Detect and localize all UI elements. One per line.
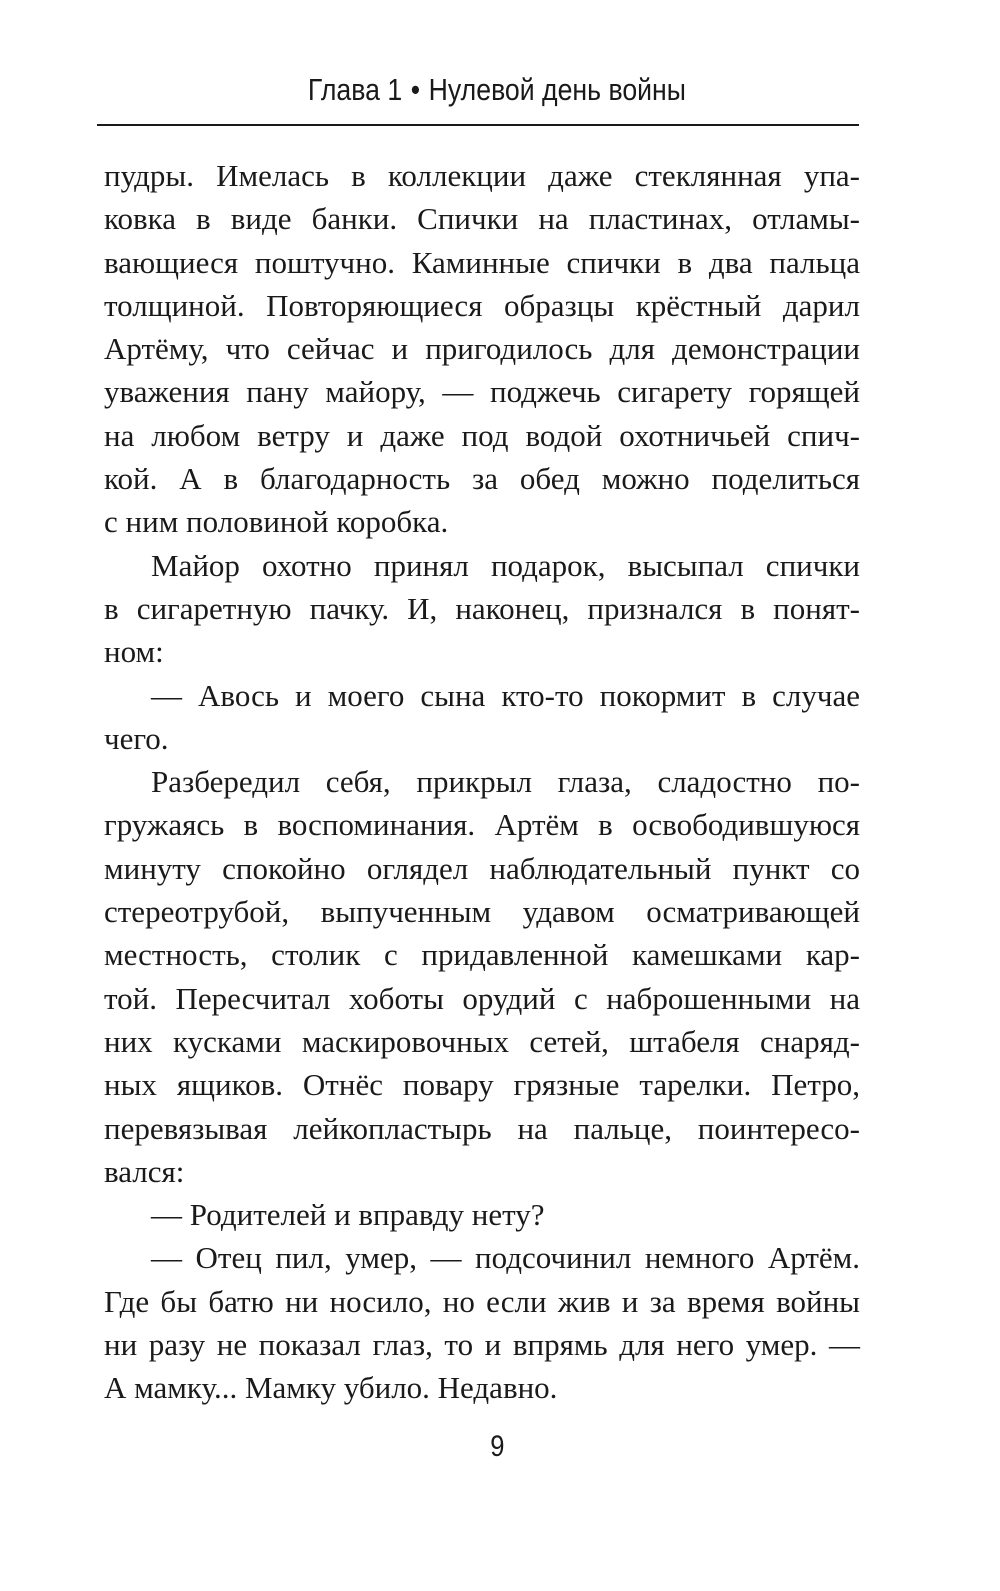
text-line: пудры. Имелась в коллекции даже стеклянная упа- [104,158,860,193]
text-line: ных ящиков. Отнёс повару грязные тарелки. Петро, [104,1067,860,1103]
text-line: кой. А в благодарность за обед можно поделиться [104,461,860,497]
text-line: Артёму, что сейчас и пригодилось для демонстрации [104,331,860,367]
text-line: вающиеся поштучно. Каминные спички в два пальца [104,244,860,280]
text-line: ном: [104,634,164,670]
text-line: А мамку... Мамку убило. Недавно. [104,1370,558,1406]
text-line: ни разу не показал глаз, то и впрямь для него умер. — [104,1327,860,1363]
header-rule [97,124,859,126]
header-separator: • [410,72,421,107]
text-line: минуту спокойно оглядел наблюдательный пункт со [104,850,860,886]
text-line: — Родителей и вправду нету? [151,1197,545,1233]
page-number: 9 [490,1430,505,1463]
text-line: уважения пану майору, — поджечь сигарету горящей [104,374,860,410]
text-line: Где бы батю ни носило, но если жив и за время войны [104,1283,860,1319]
chapter-title: Нулевой день войны [428,72,686,107]
text-line: — Авось и моего сына кто-то покормит в случае [151,677,860,713]
text-line: Майор охотно принял подарок, высыпал спички [151,547,860,583]
text-line: Разбередил себя, прикрыл глаза, сладостно по- [151,764,860,800]
text-line: с ним половиной коробка. [104,504,449,540]
chapter-label: Глава 1 [307,72,403,107]
text-line: вался: [104,1153,185,1189]
running-header [67,72,927,108]
text-line: — Отец пил, умер, — подсочинил немного Артём. [151,1240,860,1276]
text-line: в сигаретную пачку. И, наконец, признался в понят- [104,590,860,626]
text-line: них кусками маскировочных сетей, штабеля снаряд- [104,1023,860,1059]
body-text [104,154,860,1410]
text-line: той. Пересчитал хоботы орудий с наброшенными на [104,980,860,1016]
text-line: толщиной. Повторяющиеся образцы крёстный дарил [104,287,860,323]
text-line: на любом ветру и даже под водой охотничьей спич- [104,417,860,453]
text-line: чего. [104,720,169,756]
text-line: гружаясь в воспоминания. Артём в освободившуюся [104,807,860,843]
text-line: местность, столик с придавленной камешками кар- [104,937,860,973]
text-line: стереотрубой, выпученным удавом осматривающей [104,894,860,930]
text-line: перевязывая лейкопластырь на пальце, поинтересо- [104,1110,860,1146]
text-line: ковка в виде банки. Спички на пластинах, отламы- [104,201,860,237]
